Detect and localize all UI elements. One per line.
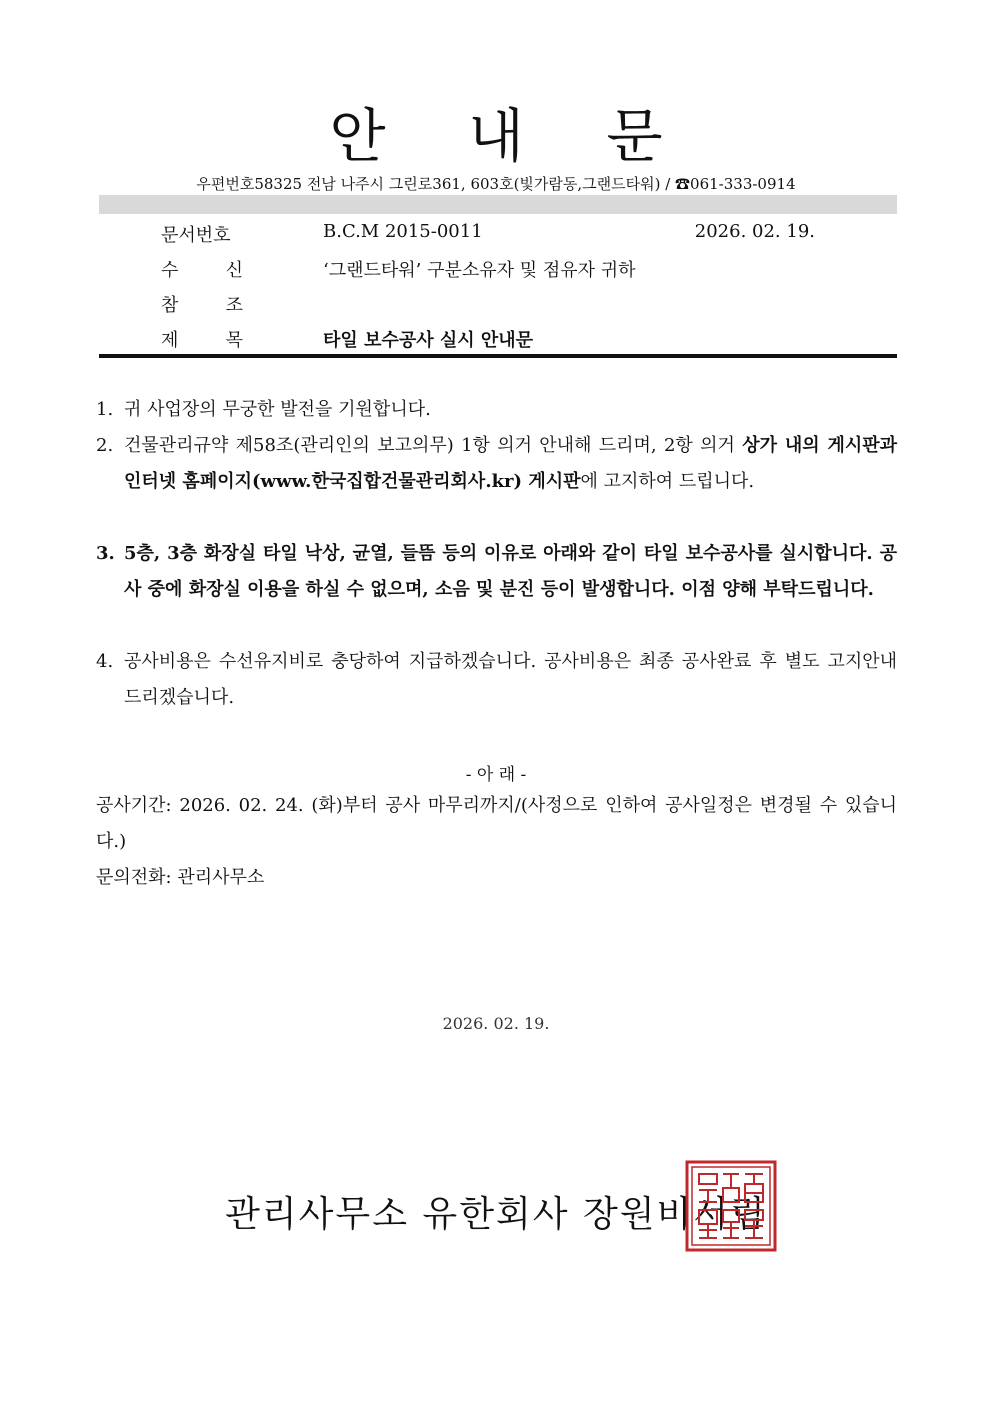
recipient-row <box>99 256 897 288</box>
list-item: 2. 건물관리규약 제58조(관리인의 보고의무) 1항 의거 안내해 드리며, 2항 의거 상가 내의 게시판과 인터넷 홈페이지(www.한국집합건물관리회사.kr) 게시판에 고지하여 드립니다. <box>96 435 897 492</box>
contact: 문의전화: 관리사무소 <box>96 867 265 888</box>
work-period: 공사기간: 2026. 02. 24. (화)부터 공사 마무리까지/(사정으로 인하여 공사일정은 변경될 수 있습니다.) <box>96 795 897 852</box>
doc-date: 2026. 02. 19. <box>694 221 815 242</box>
reference-label: 참 조 <box>161 295 243 316</box>
reference-row <box>99 291 897 323</box>
list-item: 3. 5층, 3층 화장실 타일 낙상, 균열, 들뜸 등의 이유로 아래와 같이 타일 보수공사를 실시합니다. 공사 중에 화장실 이용을 하실 수 없으며, 소음 및 분진 등이 발생합니다. 이점 양해 부탁드립니다. <box>96 543 897 600</box>
subject-label: 제 목 <box>161 330 243 351</box>
doc-number-row <box>99 221 897 253</box>
address-line: 우편번호58325 전남 나주시 그린로361, 603호(빛가람동,그랜드타워) / ☎061-333-0914 <box>196 175 796 193</box>
header-band <box>99 195 897 214</box>
recipient-label: 수 신 <box>161 260 243 281</box>
list-item: 1. 귀 사업장의 무궁한 발전을 기원합니다. <box>96 399 431 420</box>
header-rule <box>99 354 897 358</box>
doc-number-label: 문서번호 <box>161 225 231 246</box>
footer-date: 2026. 02. 19. <box>442 1014 550 1033</box>
list-item: 4. 공사비용은 수선유지비로 충당하여 지급하겠습니다. 공사비용은 최종 공사완료 후 별도 고지안내 드리겠습니다. <box>96 651 897 708</box>
document-title: 안 내 문 <box>329 102 695 170</box>
doc-number: B.C.M 2015-0011 <box>323 221 483 242</box>
below-heading: - 아 래 - <box>465 765 527 785</box>
official-seal-icon <box>685 1160 777 1252</box>
recipient: ‘그랜드타워’ 구분소유자 및 점유자 귀하 <box>323 260 636 281</box>
signature: 관리사무소 유한회사 장원비서림 <box>225 1194 767 1235</box>
subject: 타일 보수공사 실시 안내문 <box>323 330 534 351</box>
